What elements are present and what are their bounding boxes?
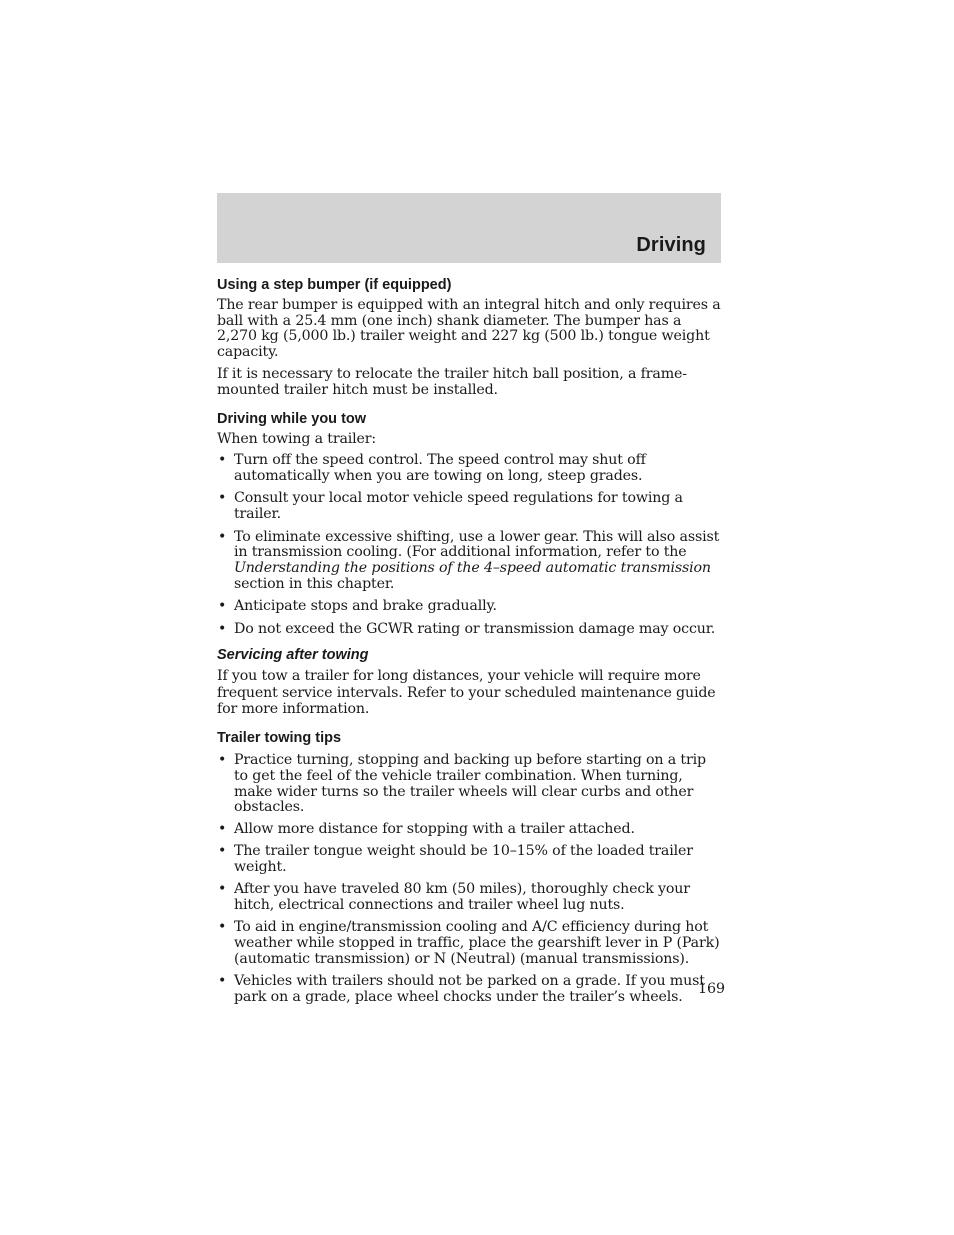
section-header-band <box>217 193 721 263</box>
list-item-text: To eliminate excessive shifting, use a lower gear. This will also assist in transmission cooling. (For additional information, refer to the <box>234 528 720 561</box>
paragraph: If you tow a trailer for long distances, your vehicle will require more frequent service intervals. Refer to your scheduled maintenance guide for more information. <box>217 667 716 718</box>
cross-reference: Understanding the positions of the 4–speed automatic transmission <box>234 560 711 577</box>
list-item: • Do not exceed the GCWR rating or transmission damage may occur. <box>217 622 723 638</box>
page-content <box>217 276 726 1005</box>
heading-servicing-after-towing: Servicing after towing <box>217 646 369 663</box>
list-item: • The trailer tongue weight should be 10–15% of the loaded trailer weight. <box>217 844 723 876</box>
list-item: • Consult your local motor vehicle speed regulations for towing a trailer. <box>217 491 723 523</box>
paragraph: When towing a trailer: <box>217 431 377 448</box>
section-title: Driving <box>636 234 706 256</box>
list-item: • After you have traveled 80 km (50 miles), thoroughly check your hitch, electrical connections and trailer wheel lug nuts. <box>217 882 723 914</box>
list-item <box>217 530 723 594</box>
bullet-list-driving <box>217 453 723 638</box>
paragraph: The rear bumper is equipped with an integral hitch and only requires a ball with a 25.4 mm (one inch) shank diameter. The bumper has a 2,270 kg (5,000 lb.) trailer weight and 227 kg (500 lb.) tongue weight capacity. <box>217 297 721 361</box>
list-item: • To aid in engine/transmission cooling and A/C efficiency during hot weather while stopped in traffic, place the gearshift lever in P (Park) (automatic transmission) or N (Neutral) (manual transmissions). <box>217 920 723 968</box>
list-item: • Practice turning, stopping and backing up before starting on a trip to get the feel of the vehicle trailer combination. When turning, make wider turns so the trailer wheels will clear curbs and other obstacles. <box>217 753 723 817</box>
heading-step-bumper: Using a step bumper (if equipped) <box>217 277 452 293</box>
page-number: 169 <box>698 981 726 997</box>
list-item: • Vehicles with trailers should not be parked on a grade. If you must park on a grade, place wheel chocks under the trailer’s wheels. <box>217 974 723 1006</box>
list-item: • Turn off the speed control. The speed control may shut off automatically when you are towing on long, steep grades. <box>217 453 723 485</box>
paragraph: If it is necessary to relocate the trailer hitch ball position, a frame-mounted trailer hitch must be installed. <box>217 365 687 398</box>
bullet-list-tips <box>217 751 726 1006</box>
heading-trailer-towing-tips: Trailer towing tips <box>217 729 342 746</box>
heading-driving-while-tow: Driving while you tow <box>217 411 367 428</box>
list-item: • Allow more distance for stopping with a trailer attached. <box>217 822 723 838</box>
list-item: • Anticipate stops and brake gradually. <box>217 599 723 615</box>
list-item-text: section in this chapter. <box>234 576 395 593</box>
